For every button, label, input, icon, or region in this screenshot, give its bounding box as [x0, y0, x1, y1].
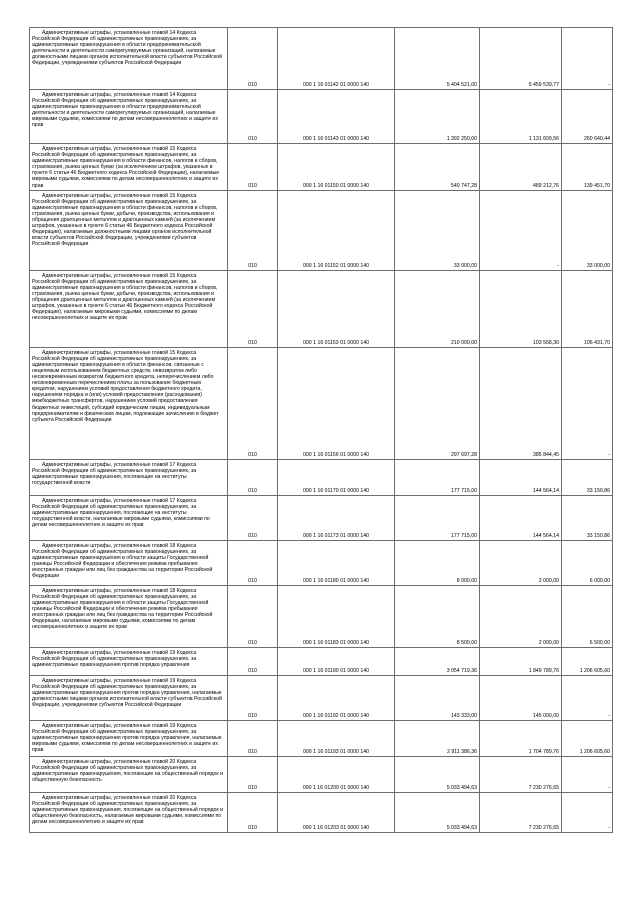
row-line-code: 010	[228, 459, 278, 495]
row-executed-amount: 7 230 276,65	[480, 792, 562, 832]
row-approved-amount: 5 033 494,63	[395, 792, 480, 832]
row-unexecuted-amount: 139 451,70	[562, 144, 613, 191]
row-approved-amount: 177 715,00	[395, 495, 480, 540]
row-description: Административные штрафы, установленные главой 19 Кодекса Российской Федерации об административных правонарушениях, за административные правонарушения против порядка управления, налагаемые мировыми судьями, комиссиями по делам несовершеннолетних и защите их прав	[30, 720, 228, 756]
row-unexecuted-amount: 1 206 605,60	[562, 720, 613, 756]
row-unexecuted-amount: 106 431,70	[562, 270, 613, 347]
row-executed-amount: -	[480, 190, 562, 270]
row-description: Административные штрафы, установленные главой 19 Кодекса Российской Федерации об административных правонарушениях, за административные правонарушения против порядка управления, налагаемые должностными лицами органов исполнительной власти субъектов Российской Федерации, учреждениями субъектов Российской Федерации	[30, 675, 228, 720]
row-description: Административные штрафы, установленные главой 17 Кодекса Российской Федерации об административных правонарушениях, за административные правонарушения, посягающие на институты государственной власти	[30, 459, 228, 495]
row-budget-code: 000 1 16 01143 01 0000 140	[278, 90, 395, 144]
table-row	[30, 347, 613, 459]
row-budget-code: 000 1 16 01156 01 0000 140	[278, 347, 395, 459]
row-approved-amount: 8 000,00	[395, 540, 480, 585]
report-page	[29, 27, 612, 833]
row-line-code: 010	[228, 756, 278, 792]
row-unexecuted-amount: -	[562, 28, 613, 90]
row-line-code: 010	[228, 585, 278, 647]
row-description: Административные штрафы, установленные главой 15 Кодекса Российской Федерации об административных правонарушениях, за административные правонарушения в области финансов, налогов и сборов, страхования, рынка ценных бумаг, добычи, производства, использования и обращения драгоценных металлов и драгоценных камней (за исключением штрафов, указанных в пункте 6 статьи 46 Бюджетного кодекса Российской Федерации), налагаемые должностными лицами органов исполнительной власти субъектов Российской Федерации, учреждениями субъектов Российской Федерации	[30, 190, 228, 270]
row-description: Административные штрафы, установленные главой 20 Кодекса Российской Федерации об административных правонарушениях, за административные правонарушения, посягающие на общественный порядок и общественную безопасность	[30, 756, 228, 792]
table-row	[30, 270, 613, 347]
table-row	[30, 459, 613, 495]
row-budget-code: 000 1 16 01150 01 0000 140	[278, 144, 395, 191]
table-row	[30, 540, 613, 585]
row-line-code: 010	[228, 647, 278, 675]
row-executed-amount: 144 564,14	[480, 495, 562, 540]
row-unexecuted-amount: 6 500,00	[562, 585, 613, 647]
table-row	[30, 90, 613, 144]
row-executed-amount: 7 230 276,65	[480, 756, 562, 792]
row-line-code: 010	[228, 540, 278, 585]
row-description: Административные штрафы, установленные главой 18 Кодекса Российской Федерации об административных правонарушениях, за административные правонарушения в области защиты Государственной границы Российской Федерации и обеспечения режима пребывания иностранных граждан или лиц без гражданства на территории Российской Федерации	[30, 540, 228, 585]
row-description: Административные штрафы, установленные главой 20 Кодекса Российской Федерации об административных правонарушениях, за административные правонарушения, посягающие на общественный порядок и общественную безопасность, налагаемые мировыми судьями, комиссиями по делам несовершеннолетних и защите их прав	[30, 792, 228, 832]
row-description: Административные штрафы, установленные главой 15 Кодекса Российской Федерации об административных правонарушениях, за административные правонарушения в области финансов, налогов и сборов, страхования, рынка ценных бумаг (за исключением штрафов, указанных в пункте 6 статьи 46 Бюджетного кодекса Российской Федерации), налагаемые мировыми судьями, комиссиями по делам несовершеннолетних и защите их прав	[30, 144, 228, 191]
row-description: Административные штрафы, установленные главой 19 Кодекса Российской Федерации об административных правонарушениях, за административные правонарушения против порядка управления	[30, 647, 228, 675]
row-executed-amount: 489 212,76	[480, 144, 562, 191]
row-line-code: 010	[228, 144, 278, 191]
row-executed-amount: 1 131 609,56	[480, 90, 562, 144]
row-executed-amount: 1 849 789,76	[480, 647, 562, 675]
row-budget-code: 000 1 16 01192 01 0000 140	[278, 675, 395, 720]
table-row	[30, 792, 613, 832]
row-line-code: 010	[228, 28, 278, 90]
row-line-code: 010	[228, 675, 278, 720]
row-approved-amount: 33 000,00	[395, 190, 480, 270]
row-description: Административные штрафы, установленные главой 15 Кодекса Российской Федерации об административных правонарушениях, за административные правонарушения в области финансов, налогов и сборов, страхования, рынка ценных бумаг, добычи, производства, использования и обращения драгоценных металлов и драгоценных камней (за исключением штрафов, указанных в пункте 6 статьи 46 Бюджетного кодекса Российской Федерации), налагаемые мировыми судьями, комиссиями по делам несовершеннолетних и защите их прав	[30, 270, 228, 347]
row-line-code: 010	[228, 792, 278, 832]
row-description: Административные штрафы, установленные главой 15 Кодекса Российской Федерации об административных правонарушениях, за административные правонарушения в области финансов, связанные с нецелевым использованием бюджетных средств, невозвратом либо несвоевременным возвратом бюджетного кредита, неперечислением либо несвоевременным перечислением платы за пользование бюджетным кредитом, нарушением условий предоставления бюджетного кредита, нарушением порядка и (или) условий предоставления (расходования) межбюджетных трансфертов, нарушением условий предоставления бюджетных инвестиций, субсидий юридическим лицам, индивидуальным предпринимателям и физическим лицам, подлежащие зачислению в бюджет субъекта Российской Федерации	[30, 347, 228, 459]
row-line-code: 010	[228, 270, 278, 347]
row-executed-amount: 1 704 789,76	[480, 720, 562, 756]
row-executed-amount: 5 459 539,77	[480, 28, 562, 90]
row-budget-code: 000 1 16 01153 01 0000 140	[278, 270, 395, 347]
table-row	[30, 585, 613, 647]
row-line-code: 010	[228, 347, 278, 459]
row-unexecuted-amount: -	[562, 756, 613, 792]
table-row	[30, 495, 613, 540]
row-unexecuted-amount: 6 000,00	[562, 540, 613, 585]
row-line-code: 010	[228, 495, 278, 540]
row-budget-code: 000 1 16 01200 01 0000 140	[278, 756, 395, 792]
row-line-code: 010	[228, 720, 278, 756]
row-budget-code: 000 1 16 01190 01 0000 140	[278, 647, 395, 675]
row-approved-amount: 5 404 521,00	[395, 28, 480, 90]
row-approved-amount: 177 715,00	[395, 459, 480, 495]
row-approved-amount: 8 500,00	[395, 585, 480, 647]
row-description: Административные штрафы, установленные главой 17 Кодекса Российской Федерации об административных правонарушениях, за административные правонарушения, посягающие на институты государственной власти, налагаемые мировыми судьями, комиссиями по делам несовершеннолетних и защите их прав	[30, 495, 228, 540]
table-row	[30, 28, 613, 90]
row-budget-code: 000 1 16 01183 01 0000 140	[278, 585, 395, 647]
row-approved-amount: 5 033 494,63	[395, 756, 480, 792]
row-budget-code: 000 1 16 01142 01 0000 140	[278, 28, 395, 90]
row-approved-amount: 297 697,28	[395, 347, 480, 459]
row-description: Административные штрафы, установленные главой 14 Кодекса Российской Федерации об административных правонарушениях, за административные правонарушения в области предпринимательской деятельности и деятельности саморегулируемых организаций, налагаемые мировыми судьями, комиссиями по делам несовершеннолетних и защите их прав	[30, 90, 228, 144]
row-unexecuted-amount: 33 150,86	[562, 459, 613, 495]
row-budget-code: 000 1 16 01193 01 0000 140	[278, 720, 395, 756]
row-approved-amount: 3 054 719,36	[395, 647, 480, 675]
row-executed-amount: 145 000,00	[480, 675, 562, 720]
table-row	[30, 720, 613, 756]
row-line-code: 010	[228, 90, 278, 144]
row-unexecuted-amount: -	[562, 347, 613, 459]
row-budget-code: 000 1 16 01173 01 0000 140	[278, 495, 395, 540]
table-body	[30, 28, 613, 833]
row-unexecuted-amount: -	[562, 792, 613, 832]
table-row	[30, 190, 613, 270]
row-executed-amount: 103 568,30	[480, 270, 562, 347]
row-unexecuted-amount: 33 150,86	[562, 495, 613, 540]
table-row	[30, 144, 613, 191]
row-unexecuted-amount: -	[562, 675, 613, 720]
row-budget-code: 000 1 16 01203 01 0000 140	[278, 792, 395, 832]
row-executed-amount: 385 844,45	[480, 347, 562, 459]
row-approved-amount: 143 333,00	[395, 675, 480, 720]
row-description: Административные штрафы, установленные главой 14 Кодекса Российской Федерации об административных правонарушениях, за административные правонарушения в области предпринимательской деятельности и деятельности саморегулируемых организаций, налагаемые должностными лицами органов исполнительной власти субъектов Российской Федерации, учреждениями субъектов Российской Федерации	[30, 28, 228, 90]
row-executed-amount: 144 564,14	[480, 459, 562, 495]
row-description: Административные штрафы, установленные главой 18 Кодекса Российской Федерации об административных правонарушениях, за административные правонарушения в области защиты Государственной границы Российской Федерации и обеспечения режима пребывания иностранных граждан или лиц без гражданства на территории Российской Федерации, налагаемые мировыми судьями, комиссиями по делам несовершеннолетних и защите их прав	[30, 585, 228, 647]
row-executed-amount: 2 000,00	[480, 540, 562, 585]
row-unexecuted-amount: 1 206 605,60	[562, 647, 613, 675]
row-approved-amount: 2 911 386,36	[395, 720, 480, 756]
row-budget-code: 000 1 16 01170 01 0000 140	[278, 459, 395, 495]
row-executed-amount: 2 000,00	[480, 585, 562, 647]
row-line-code: 010	[228, 190, 278, 270]
revenue-table	[29, 27, 613, 833]
row-approved-amount: 540 747,28	[395, 144, 480, 191]
row-unexecuted-amount: 260 640,44	[562, 90, 613, 144]
row-approved-amount: 210 000,00	[395, 270, 480, 347]
table-row	[30, 647, 613, 675]
row-budget-code: 000 1 16 01152 01 0000 140	[278, 190, 395, 270]
table-row	[30, 675, 613, 720]
row-unexecuted-amount: 33 000,00	[562, 190, 613, 270]
row-budget-code: 000 1 16 01180 01 0000 140	[278, 540, 395, 585]
table-row	[30, 756, 613, 792]
row-approved-amount: 1 392 250,00	[395, 90, 480, 144]
